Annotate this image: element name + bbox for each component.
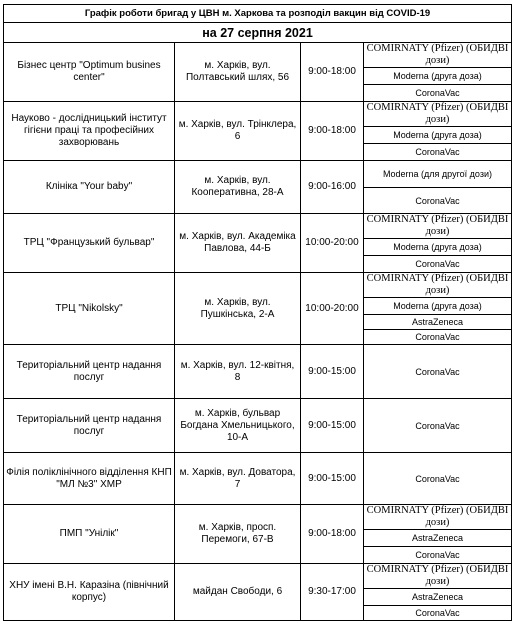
- site-name: Науково - дослідницький інститут гігієни праці та професійних захворювань: [4, 102, 175, 161]
- table-row: [4, 399, 512, 453]
- working-hours: 9:00-15:00: [301, 399, 364, 453]
- site-address: м. Харків, вул. Полтавський шлях, 56: [175, 43, 301, 102]
- site-address: майдан Свободи, 6: [175, 564, 301, 621]
- table-row: [4, 161, 512, 188]
- site-address: м. Харків, вул. 12-квітня, 8: [175, 345, 301, 399]
- vaccine-cell: CoronaVac: [364, 256, 512, 273]
- vaccine-cell: COMIRNATY (Pfizer) (ОБИДВІ дози): [364, 43, 512, 68]
- vaccine-cell: COMIRNATY (Pfizer) (ОБИДВІ дози): [364, 564, 512, 589]
- schedule-body: [4, 5, 512, 621]
- working-hours: 9:00-15:00: [301, 345, 364, 399]
- schedule-date: на 27 серпня 2021: [4, 23, 512, 43]
- site-address: м. Харків, бульвар Богдана Хмельницького, 10-А: [175, 399, 301, 453]
- site-name: Клініка "Your baby": [4, 161, 175, 214]
- site-address: м. Харків, вул. Академіка Павлова, 44-Б: [175, 214, 301, 273]
- vaccine-cell: CoronaVac: [364, 453, 512, 505]
- vaccine-cell: Moderna (друга доза): [364, 239, 512, 256]
- table-row: [4, 214, 512, 239]
- table-row: [4, 102, 512, 127]
- working-hours: 9:30-17:00: [301, 564, 364, 621]
- site-name: Територіальний центр надання послуг: [4, 345, 175, 399]
- schedule-table: [3, 4, 512, 621]
- vaccine-cell: CoronaVac: [364, 144, 512, 161]
- vaccine-cell: CoronaVac: [364, 345, 512, 399]
- site-name: Територіальний центр надання послуг: [4, 399, 175, 453]
- working-hours: 9:00-18:00: [301, 43, 364, 102]
- table-row: [4, 345, 512, 399]
- site-address: м. Харків, вул. Доватора, 7: [175, 453, 301, 505]
- working-hours: 10:00-20:00: [301, 214, 364, 273]
- site-name: ХНУ імені В.Н. Каразіна (північний корпус): [4, 564, 175, 621]
- table-row: [4, 43, 512, 68]
- vaccine-cell: CoronaVac: [364, 547, 512, 564]
- vaccine-cell: COMIRNATY (Pfizer) (ОБИДВІ дози): [364, 102, 512, 127]
- site-address: м. Харків, вул. Трінклера, 6: [175, 102, 301, 161]
- vaccine-cell: AstraZeneca: [364, 530, 512, 547]
- vaccine-cell: Moderna (для другої дози): [364, 161, 512, 188]
- table-row: [4, 505, 512, 530]
- date-row: [4, 23, 512, 43]
- site-address: м. Харків, вул. Кооперативна, 28-А: [175, 161, 301, 214]
- vaccine-cell: CoronaVac: [364, 330, 512, 345]
- site-name: Філія поліклінічного відділення КНП "МЛ №3" ХМР: [4, 453, 175, 505]
- vaccine-cell: COMIRNATY (Pfizer) (ОБИДВІ дози): [364, 505, 512, 530]
- vaccine-cell: Moderna (друга доза): [364, 298, 512, 315]
- site-name: ПМП "Унілік": [4, 505, 175, 564]
- vaccine-cell: AstraZeneca: [364, 315, 512, 330]
- site-address: м. Харків, вул. Пушкінська, 2-А: [175, 273, 301, 345]
- site-name: ТРЦ "Французький бульвар": [4, 214, 175, 273]
- working-hours: 9:00-15:00: [301, 453, 364, 505]
- vaccine-cell: Moderna (друга доза): [364, 127, 512, 144]
- site-name: Бізнес центр "Optimum busines center": [4, 43, 175, 102]
- site-name: ТРЦ "Nikolsky": [4, 273, 175, 345]
- table-row: [4, 453, 512, 505]
- working-hours: 9:00-16:00: [301, 161, 364, 214]
- table-row: [4, 564, 512, 589]
- table-row: [4, 273, 512, 298]
- title-row: [4, 5, 512, 23]
- working-hours: 10:00-20:00: [301, 273, 364, 345]
- vaccine-cell: CoronaVac: [364, 85, 512, 102]
- vaccine-cell: CoronaVac: [364, 606, 512, 621]
- vaccine-cell: CoronaVac: [364, 188, 512, 214]
- table-title: Графік роботи бригад у ЦВН м. Харкова та розподіл вакцин від COVID-19: [4, 5, 512, 23]
- vaccine-cell: AstraZeneca: [364, 589, 512, 606]
- working-hours: 9:00-18:00: [301, 102, 364, 161]
- vaccine-cell: COMIRNATY (Pfizer) (ОБИДВІ дози): [364, 273, 512, 298]
- vaccine-cell: CoronaVac: [364, 399, 512, 453]
- site-address: м. Харків, просп. Перемоги, 67-В: [175, 505, 301, 564]
- vaccine-cell: COMIRNATY (Pfizer) (ОБИДВІ дози): [364, 214, 512, 239]
- vaccine-cell: Moderna (друга доза): [364, 68, 512, 85]
- working-hours: 9:00-18:00: [301, 505, 364, 564]
